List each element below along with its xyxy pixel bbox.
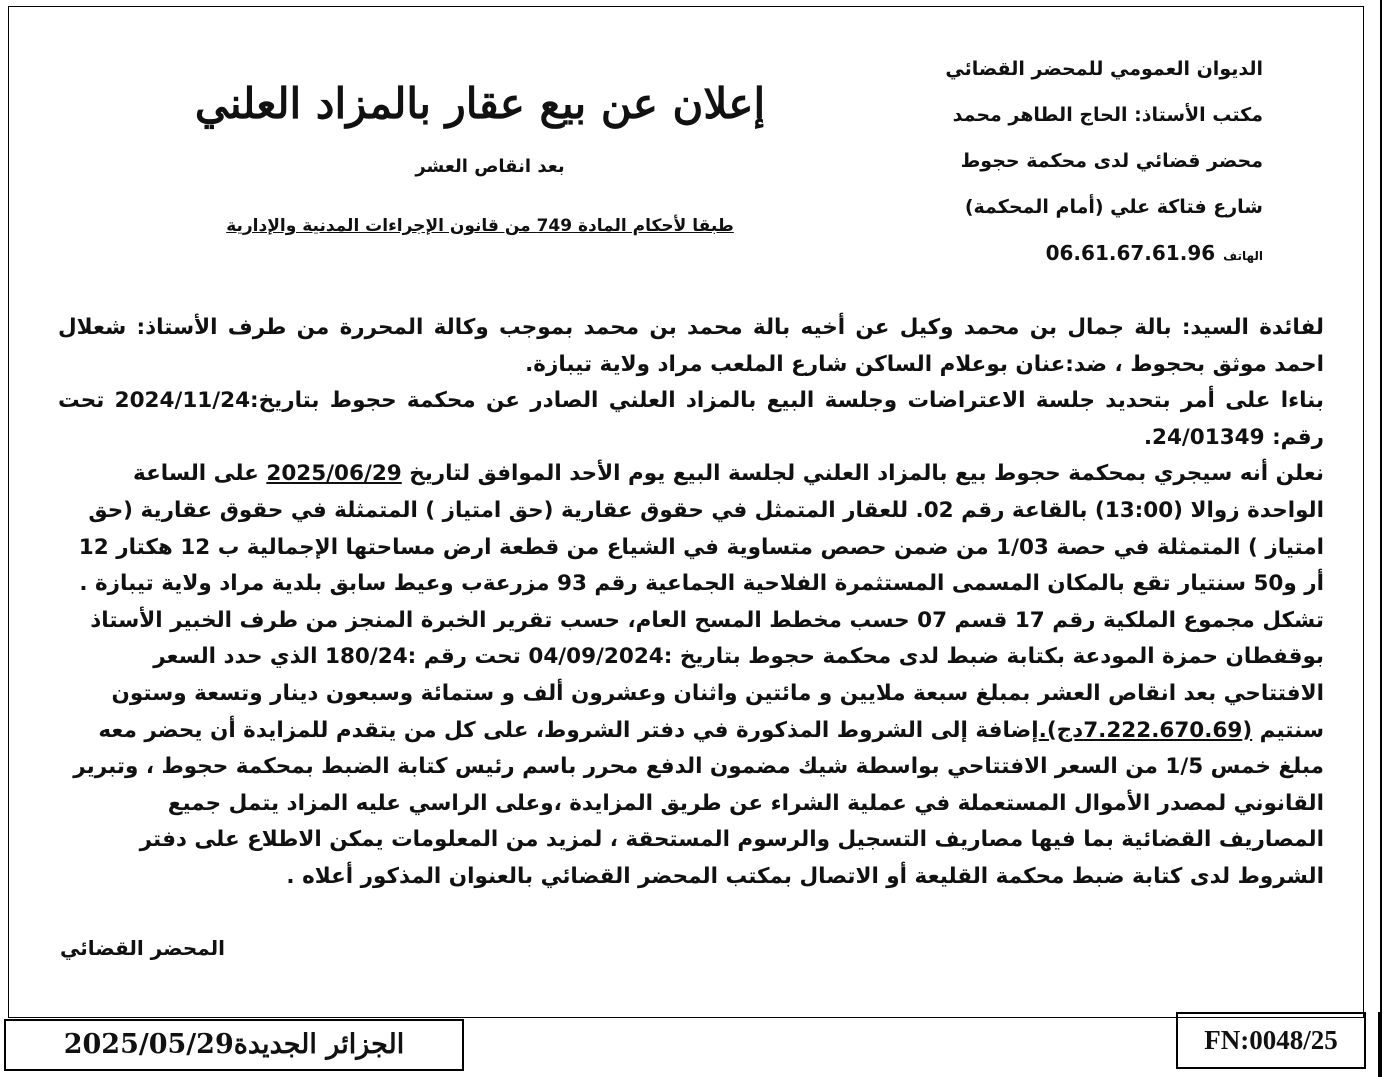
notice-subtitle: بعد انقاص العشر: [415, 156, 565, 177]
newspaper-date-box: الجزائر الجديدة2025/05/29: [4, 1019, 464, 1071]
opening-price: (7.222.670.69دج).: [1038, 717, 1253, 743]
paragraph-sale-details: [58, 456, 1324, 895]
office-line-4: شارع فتاكة علي (أمام المحكمة): [964, 196, 1263, 218]
paragraph-order: بناءا على أمر بتحديد جلسة الاعتراضات وجلسة البيع بالمزاد العلني الصادر عن محكمة حجوط بتاريخ:2024/11/24 تحت رقم: 24/01349.: [58, 388, 1324, 450]
office-line-1: الديوان العمومي للمحضر القضائي: [945, 58, 1263, 80]
phone-label: الهاتف: [1223, 249, 1263, 263]
legal-reference: طبقا لأحكام المادة 749 من قانون الإجراءات المدنية والإدارية: [226, 216, 734, 236]
signature: المحضر القضائي: [60, 936, 226, 960]
office-line-3: محضر قضائي لدى محكمة حجوط: [960, 150, 1263, 172]
paragraph-beneficiary: لفائدة السيد: بالة جمال بن محمد وكيل عن أخيه بالة محمد بن محمد بموجب وكالة المحررة من طرف الأستاذ: شعلال احمد موثق بحجوط ، ضد:عنان بوعلام الساكن شارع الملعب مراد ولاية تيبازة.: [58, 315, 1324, 377]
fn-reference-box: FN:0048/25: [1176, 1012, 1366, 1069]
office-phone-line: [843, 242, 1263, 288]
page-edge-line-lower: [1378, 1012, 1380, 1077]
sale-text-b: على الساعة الواحدة زوالا (13:00) بالقاعة رقم 02. للعقار المتمثل في حقوق عقارية (حق امتياز ) المتمثلة في حقوق عقارية (حق امتياز ) المتمثلة في حصة 1/03 من ضمن حصص متساوية في الشياع من قطعة ارض مساحتها الإجمالية ب 12 هكتار 12 أر و50 سنتيار تقع بالمكان المسمى المستثمرة الفلاحية الجماعية رقم 93 مزرعةب وعيط سابق بلدية مراد ولاية تيبازة . تشكل مجموع الملكية رقم 17 قسم 07 حسب مخطط المسح العام، حسب تقرير الخبرة المنجز من طرف الخبير الأستاذ بوقفطان حمزة المودعة بكتابة ضبط لدى محكمة حجوط بتاريخ :04/09/2024 تحت رقم :180/24 الذي حدد السعر الافتتاحي بعد انقاص العشر بمبلغ سبعة ملايين و مائتين واثنان وعشرون ألف و ستمائة وسبعون دينار وتسعة وستون سنتيم: [78, 461, 1324, 743]
notice-body: [58, 310, 1324, 896]
sale-text-c: إضافة إلى الشروط المذكورة في دفتر الشروط، على كل من يتقدم للمزايدة أن يحضر معه مبلغ خمس 1/5 من السعر الافتتاحي بواسطة شيك مضمون الدفع محرر باسم رئيس كتابة الضبط بمحكمة حجوط ، وتبرير القانوني لمصدر الأموال المستعملة في عملية الشراء عن طريق المزايدة ،وعلى الراسي عليه المزاد يتمل جميع المصاريف القضائية بما فيها مصاريف التسجيل والرسوم المستحقة ، لمزيد من المعلومات يمكن الاطلاع على دفتر الشروط لدى كتابة ضبط محكمة القليعة أو الاتصال بمكتب المحضر القضائي بالعنوان المذكور أعلاه .: [73, 717, 1324, 889]
bailiff-office-block: [843, 58, 1263, 288]
office-line-2: مكتب الأستاذ: الحاج الطاهر محمد: [952, 104, 1263, 126]
notice-title: إعلان عن بيع عقار بالمزاد العلني: [194, 79, 766, 128]
sale-text-a: نعلن أنه سيجري بمحكمة حجوط بيع بالمزاد العلني لجلسة البيع يوم الأحد الموافق لتاريخ: [401, 461, 1324, 487]
sale-date: 2025/06/29: [266, 461, 402, 487]
page-edge-line: [1380, 0, 1382, 1077]
phone-number: 06.61.67.61.96: [1045, 241, 1216, 265]
